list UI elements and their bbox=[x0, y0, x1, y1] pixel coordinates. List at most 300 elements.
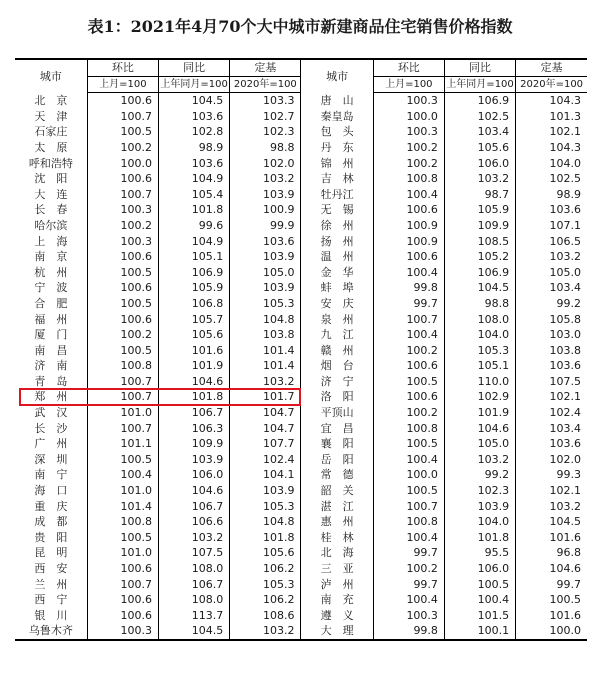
mom-value: 100.6 bbox=[373, 202, 444, 218]
base-value: 104.7 bbox=[230, 405, 301, 421]
city-name: 九 江 bbox=[301, 327, 373, 343]
mom-value: 101.0 bbox=[87, 483, 158, 499]
yoy-value: 104.6 bbox=[158, 374, 229, 390]
base-value: 108.6 bbox=[230, 608, 301, 624]
base-value: 106.5 bbox=[516, 234, 587, 250]
mom-value: 100.3 bbox=[373, 124, 444, 140]
yoy-value: 105.9 bbox=[444, 202, 515, 218]
city-name: 贵 阳 bbox=[34, 530, 68, 544]
mom-value: 100.4 bbox=[87, 467, 158, 483]
city-name: 三 亚 bbox=[301, 561, 373, 577]
base-value: 104.8 bbox=[230, 312, 301, 328]
yoy-value: 100.5 bbox=[444, 577, 515, 593]
mom-value: 100.6 bbox=[87, 93, 158, 109]
base-value: 100.9 bbox=[230, 202, 301, 218]
yoy-value: 108.0 bbox=[444, 312, 515, 328]
base-value: 102.7 bbox=[230, 109, 301, 125]
header-mom-sub: 上月=100 bbox=[373, 76, 444, 93]
base-value: 98.8 bbox=[230, 140, 301, 156]
city-name: 青 岛 bbox=[34, 374, 68, 388]
base-value: 103.2 bbox=[230, 171, 301, 187]
table-row bbox=[15, 467, 587, 483]
yoy-value: 106.9 bbox=[444, 93, 515, 109]
yoy-value: 99.2 bbox=[444, 467, 515, 483]
yoy-value: 103.9 bbox=[444, 499, 515, 515]
city-name: 泉 州 bbox=[301, 312, 373, 328]
mom-value: 100.6 bbox=[87, 561, 158, 577]
mom-value: 100.9 bbox=[373, 234, 444, 250]
mom-value: 100.3 bbox=[373, 608, 444, 624]
base-value: 101.6 bbox=[516, 530, 587, 546]
city-name: 海 口 bbox=[34, 484, 68, 498]
header-base-sub: 2020年=100 bbox=[516, 76, 587, 93]
base-value: 105.3 bbox=[230, 499, 301, 515]
base-value: 104.3 bbox=[516, 93, 587, 109]
mom-value: 100.7 bbox=[87, 374, 158, 390]
table-row bbox=[15, 171, 587, 187]
base-value: 98.9 bbox=[516, 187, 587, 203]
yoy-value: 105.6 bbox=[158, 327, 229, 343]
header-yoy-sub: 上年同月=100 bbox=[444, 76, 515, 93]
city-name: 济 宁 bbox=[301, 374, 373, 390]
base-value: 103.2 bbox=[516, 249, 587, 265]
yoy-value: 101.5 bbox=[444, 608, 515, 624]
header-yoy: 同比 bbox=[444, 59, 515, 76]
yoy-value: 104.0 bbox=[444, 327, 515, 343]
yoy-value: 98.9 bbox=[158, 140, 229, 156]
base-value: 103.4 bbox=[516, 421, 587, 437]
yoy-value: 104.6 bbox=[444, 421, 515, 437]
city-name: 安 庆 bbox=[301, 296, 373, 312]
mom-value: 100.2 bbox=[87, 218, 158, 234]
header-city: 城市 bbox=[301, 59, 373, 93]
yoy-value: 106.7 bbox=[158, 499, 229, 515]
mom-value: 100.4 bbox=[373, 592, 444, 608]
city-name: 兰 州 bbox=[34, 577, 68, 591]
mom-value: 100.2 bbox=[373, 140, 444, 156]
table-row bbox=[15, 156, 587, 172]
yoy-value: 106.8 bbox=[158, 296, 229, 312]
yoy-value: 104.9 bbox=[158, 171, 229, 187]
yoy-value: 106.0 bbox=[444, 156, 515, 172]
yoy-value: 109.9 bbox=[158, 436, 229, 452]
mom-value: 100.3 bbox=[87, 202, 158, 218]
yoy-value: 100.4 bbox=[444, 592, 515, 608]
mom-value: 100.2 bbox=[87, 140, 158, 156]
mom-value: 100.2 bbox=[87, 327, 158, 343]
city-name: 南 京 bbox=[34, 250, 68, 264]
yoy-value: 108.0 bbox=[158, 561, 229, 577]
city-name: 宜 昌 bbox=[301, 421, 373, 437]
yoy-value: 105.0 bbox=[444, 436, 515, 452]
table-row bbox=[15, 249, 587, 265]
city-name: 南 宁 bbox=[34, 468, 68, 482]
table-row bbox=[15, 280, 587, 296]
city-name: 西 宁 bbox=[34, 593, 68, 607]
city-name: 乌鲁木齐 bbox=[15, 623, 87, 640]
city-name: 银 川 bbox=[34, 608, 68, 622]
header-base-sub: 2020年=100 bbox=[230, 76, 301, 93]
yoy-value: 105.1 bbox=[158, 249, 229, 265]
city-name: 长 春 bbox=[34, 203, 68, 217]
yoy-value: 106.9 bbox=[158, 265, 229, 281]
base-value: 103.8 bbox=[516, 343, 587, 359]
yoy-value: 103.2 bbox=[444, 171, 515, 187]
table-row bbox=[15, 545, 587, 561]
table-row bbox=[15, 124, 587, 140]
base-value: 101.6 bbox=[516, 608, 587, 624]
yoy-value: 99.6 bbox=[158, 218, 229, 234]
base-value: 101.3 bbox=[516, 109, 587, 125]
table-row bbox=[15, 343, 587, 359]
yoy-value: 102.9 bbox=[444, 389, 515, 405]
mom-value: 100.2 bbox=[373, 561, 444, 577]
mom-value: 100.0 bbox=[87, 156, 158, 172]
base-value: 103.2 bbox=[230, 374, 301, 390]
city-name: 温 州 bbox=[301, 249, 373, 265]
city-name: 湛 江 bbox=[301, 499, 373, 515]
mom-value: 101.0 bbox=[87, 545, 158, 561]
base-value: 107.5 bbox=[516, 374, 587, 390]
mom-value: 101.1 bbox=[87, 436, 158, 452]
city-name: 西 安 bbox=[34, 562, 68, 575]
city-name: 岳 阳 bbox=[301, 452, 373, 468]
city-name: 济 南 bbox=[34, 359, 68, 373]
base-value: 106.2 bbox=[230, 561, 301, 577]
city-name: 郑 州 bbox=[34, 390, 68, 404]
city-name: 金 华 bbox=[301, 265, 373, 281]
mom-value: 100.7 bbox=[373, 312, 444, 328]
header-base: 定基 bbox=[516, 59, 587, 76]
mom-value: 99.8 bbox=[373, 280, 444, 296]
table-row bbox=[15, 202, 587, 218]
table-row bbox=[15, 234, 587, 250]
table-row bbox=[15, 327, 587, 343]
table-row bbox=[15, 592, 587, 608]
mom-value: 100.2 bbox=[373, 343, 444, 359]
base-value: 105.8 bbox=[516, 312, 587, 328]
city-name: 北 海 bbox=[301, 545, 373, 561]
city-name: 深 圳 bbox=[34, 452, 68, 466]
yoy-value: 104.6 bbox=[158, 483, 229, 499]
table-row bbox=[15, 608, 587, 624]
yoy-value: 105.7 bbox=[158, 312, 229, 328]
mom-value: 99.8 bbox=[373, 623, 444, 640]
city-name: 徐 州 bbox=[301, 218, 373, 234]
city-name: 福 州 bbox=[34, 312, 68, 326]
base-value: 103.2 bbox=[230, 623, 301, 640]
mom-value: 100.5 bbox=[373, 483, 444, 499]
header-mom-sub: 上月=100 bbox=[87, 76, 158, 93]
table-row bbox=[15, 530, 587, 546]
yoy-value: 103.6 bbox=[158, 156, 229, 172]
table-row bbox=[15, 187, 587, 203]
city-name: 太 原 bbox=[34, 140, 68, 154]
base-value: 105.3 bbox=[230, 577, 301, 593]
table-title: 表1：2021年4月70个大中城市新建商品住宅销售价格指数 bbox=[87, 17, 513, 36]
mom-value: 100.4 bbox=[373, 327, 444, 343]
mom-value: 100.6 bbox=[373, 358, 444, 374]
mom-value: 100.4 bbox=[373, 187, 444, 203]
mom-value: 100.3 bbox=[87, 234, 158, 250]
mom-value: 99.7 bbox=[373, 577, 444, 593]
mom-value: 100.6 bbox=[87, 592, 158, 608]
mom-value: 100.8 bbox=[373, 514, 444, 530]
yoy-value: 109.9 bbox=[444, 218, 515, 234]
yoy-value: 101.6 bbox=[158, 343, 229, 359]
base-value: 99.3 bbox=[516, 467, 587, 483]
city-name: 烟 台 bbox=[301, 358, 373, 374]
yoy-value: 103.2 bbox=[158, 530, 229, 546]
table-row bbox=[15, 405, 587, 421]
city-name: 天 津 bbox=[34, 109, 68, 123]
mom-value: 100.6 bbox=[87, 249, 158, 265]
mom-value: 100.7 bbox=[87, 421, 158, 437]
city-name: 厦 门 bbox=[34, 328, 68, 342]
mom-value: 100.6 bbox=[87, 312, 158, 328]
city-name: 包 头 bbox=[301, 124, 373, 140]
mom-value: 100.5 bbox=[373, 436, 444, 452]
base-value: 102.0 bbox=[230, 156, 301, 172]
yoy-value: 106.9 bbox=[444, 265, 515, 281]
city-name: 扬 州 bbox=[301, 234, 373, 250]
mom-value: 100.8 bbox=[87, 358, 158, 374]
mom-value: 100.5 bbox=[87, 124, 158, 140]
mom-value: 100.8 bbox=[373, 171, 444, 187]
city-name: 常 德 bbox=[301, 467, 373, 483]
mom-value: 99.7 bbox=[373, 296, 444, 312]
base-value: 102.5 bbox=[516, 171, 587, 187]
yoy-value: 107.5 bbox=[158, 545, 229, 561]
base-value: 102.4 bbox=[230, 452, 301, 468]
city-name: 蚌 埠 bbox=[301, 280, 373, 296]
base-value: 104.1 bbox=[230, 467, 301, 483]
mom-value: 100.6 bbox=[87, 280, 158, 296]
base-value: 104.6 bbox=[516, 561, 587, 577]
mom-value: 100.6 bbox=[87, 608, 158, 624]
table-row bbox=[15, 93, 587, 109]
city-name: 赣 州 bbox=[301, 343, 373, 359]
table-row bbox=[15, 312, 587, 328]
yoy-value: 104.5 bbox=[158, 93, 229, 109]
highlight-box bbox=[19, 388, 301, 406]
yoy-value: 98.8 bbox=[444, 296, 515, 312]
yoy-value: 101.8 bbox=[158, 389, 229, 405]
table-row bbox=[15, 374, 587, 390]
base-value: 104.3 bbox=[516, 140, 587, 156]
yoy-value: 102.3 bbox=[444, 483, 515, 499]
city-name: 惠 州 bbox=[301, 514, 373, 530]
yoy-value: 105.3 bbox=[444, 343, 515, 359]
mom-value: 100.5 bbox=[87, 343, 158, 359]
yoy-value: 106.7 bbox=[158, 405, 229, 421]
mom-value: 99.7 bbox=[373, 545, 444, 561]
base-value: 100.0 bbox=[516, 623, 587, 640]
base-value: 103.9 bbox=[230, 280, 301, 296]
city-name: 桂 林 bbox=[301, 530, 373, 546]
yoy-value: 101.8 bbox=[158, 202, 229, 218]
city-name: 大 连 bbox=[34, 187, 68, 201]
base-value: 103.6 bbox=[516, 358, 587, 374]
city-name: 哈尔滨 bbox=[34, 218, 68, 232]
base-value: 101.4 bbox=[230, 358, 301, 374]
yoy-value: 98.7 bbox=[444, 187, 515, 203]
base-value: 102.1 bbox=[516, 124, 587, 140]
base-value: 96.8 bbox=[516, 545, 587, 561]
mom-value: 100.7 bbox=[373, 499, 444, 515]
table-row bbox=[15, 514, 587, 530]
table-row bbox=[15, 452, 587, 468]
city-name: 韶 关 bbox=[301, 483, 373, 499]
base-value: 104.8 bbox=[230, 514, 301, 530]
base-value: 106.2 bbox=[230, 592, 301, 608]
yoy-value: 105.4 bbox=[158, 187, 229, 203]
mom-value: 100.5 bbox=[373, 374, 444, 390]
mom-value: 100.4 bbox=[373, 452, 444, 468]
base-value: 103.4 bbox=[516, 280, 587, 296]
table-row bbox=[15, 483, 587, 499]
base-value: 101.8 bbox=[230, 530, 301, 546]
table-row bbox=[15, 140, 587, 156]
mom-value: 100.2 bbox=[373, 156, 444, 172]
table-row bbox=[15, 109, 587, 125]
city-name: 合 肥 bbox=[34, 296, 68, 310]
mom-value: 101.0 bbox=[87, 405, 158, 421]
yoy-value: 95.5 bbox=[444, 545, 515, 561]
yoy-value: 108.5 bbox=[444, 234, 515, 250]
table-row bbox=[15, 499, 587, 515]
yoy-value: 108.0 bbox=[158, 592, 229, 608]
mom-value: 100.5 bbox=[87, 452, 158, 468]
header-yoy: 同比 bbox=[158, 59, 229, 76]
yoy-value: 102.8 bbox=[158, 124, 229, 140]
city-name: 吉 林 bbox=[301, 171, 373, 187]
yoy-value: 100.1 bbox=[444, 623, 515, 640]
city-name: 广 州 bbox=[34, 437, 68, 451]
mom-value: 100.6 bbox=[87, 171, 158, 187]
base-value: 102.0 bbox=[516, 452, 587, 468]
mom-value: 100.7 bbox=[87, 577, 158, 593]
base-value: 103.6 bbox=[516, 436, 587, 452]
city-name: 成 都 bbox=[34, 515, 68, 529]
mom-value: 100.3 bbox=[87, 623, 158, 640]
mom-value: 100.4 bbox=[373, 530, 444, 546]
city-name: 南 昌 bbox=[34, 343, 68, 357]
city-name: 长 沙 bbox=[34, 421, 68, 435]
base-value: 99.2 bbox=[516, 296, 587, 312]
city-name: 无 锡 bbox=[301, 202, 373, 218]
city-name: 丹 东 bbox=[301, 140, 373, 156]
base-value: 107.7 bbox=[230, 436, 301, 452]
table-row bbox=[15, 265, 587, 281]
city-name: 洛 阳 bbox=[301, 389, 373, 405]
yoy-value: 110.0 bbox=[444, 374, 515, 390]
mom-value: 100.2 bbox=[373, 405, 444, 421]
base-value: 104.7 bbox=[230, 421, 301, 437]
mom-value: 100.5 bbox=[87, 265, 158, 281]
header-yoy-sub: 上年同月=100 bbox=[158, 76, 229, 93]
yoy-value: 106.3 bbox=[158, 421, 229, 437]
base-value: 103.2 bbox=[516, 499, 587, 515]
yoy-value: 105.6 bbox=[444, 140, 515, 156]
base-value: 102.3 bbox=[230, 124, 301, 140]
table-row bbox=[15, 623, 587, 640]
mom-value: 100.9 bbox=[373, 218, 444, 234]
base-value: 103.9 bbox=[230, 483, 301, 499]
yoy-value: 103.6 bbox=[158, 109, 229, 125]
mom-value: 100.7 bbox=[87, 187, 158, 203]
mom-value: 100.6 bbox=[373, 389, 444, 405]
yoy-value: 105.2 bbox=[444, 249, 515, 265]
header-mom: 环比 bbox=[373, 59, 444, 76]
table-row bbox=[15, 561, 587, 577]
city-name: 上 海 bbox=[34, 234, 68, 248]
mom-value: 100.7 bbox=[87, 389, 158, 405]
base-value: 102.1 bbox=[516, 483, 587, 499]
price-index-table bbox=[15, 58, 587, 641]
yoy-value: 102.5 bbox=[444, 109, 515, 125]
city-name: 石家庄 bbox=[34, 125, 68, 139]
yoy-value: 101.9 bbox=[158, 358, 229, 374]
table-row bbox=[15, 218, 587, 234]
yoy-value: 106.0 bbox=[158, 467, 229, 483]
yoy-value: 103.9 bbox=[158, 452, 229, 468]
yoy-value: 104.5 bbox=[158, 623, 229, 640]
city-name: 杭 州 bbox=[34, 265, 68, 279]
city-name: 遵 义 bbox=[301, 608, 373, 624]
city-name: 牡丹江 bbox=[301, 187, 373, 203]
mom-value: 100.4 bbox=[373, 265, 444, 281]
base-value: 105.3 bbox=[230, 296, 301, 312]
base-value: 103.0 bbox=[516, 327, 587, 343]
mom-value: 100.0 bbox=[373, 467, 444, 483]
base-value: 107.1 bbox=[516, 218, 587, 234]
base-value: 105.0 bbox=[230, 265, 301, 281]
header-base: 定基 bbox=[230, 59, 301, 76]
yoy-value: 104.9 bbox=[158, 234, 229, 250]
city-name: 唐 山 bbox=[301, 93, 373, 109]
city-name: 沈 阳 bbox=[34, 172, 68, 186]
header-mom: 环比 bbox=[87, 59, 158, 76]
mom-value: 100.7 bbox=[87, 109, 158, 125]
base-value: 101.7 bbox=[230, 389, 301, 405]
base-value: 104.0 bbox=[516, 156, 587, 172]
yoy-value: 106.0 bbox=[444, 561, 515, 577]
mom-value: 101.4 bbox=[87, 499, 158, 515]
table-row bbox=[15, 358, 587, 374]
city-name: 襄 阳 bbox=[301, 436, 373, 452]
base-value: 103.6 bbox=[230, 234, 301, 250]
base-value: 102.4 bbox=[516, 405, 587, 421]
city-name: 重 庆 bbox=[34, 499, 68, 513]
mom-value: 100.5 bbox=[87, 296, 158, 312]
yoy-value: 113.7 bbox=[158, 608, 229, 624]
table-row bbox=[15, 436, 587, 452]
yoy-value: 105.9 bbox=[158, 280, 229, 296]
city-name: 南 充 bbox=[301, 592, 373, 608]
mom-value: 100.5 bbox=[87, 530, 158, 546]
yoy-value: 101.9 bbox=[444, 405, 515, 421]
yoy-value: 104.5 bbox=[444, 280, 515, 296]
yoy-value: 106.6 bbox=[158, 514, 229, 530]
mom-value: 100.6 bbox=[373, 249, 444, 265]
city-name: 昆 明 bbox=[34, 546, 68, 560]
base-value: 105.0 bbox=[516, 265, 587, 281]
city-name: 锦 州 bbox=[301, 156, 373, 172]
table-row bbox=[15, 421, 587, 437]
base-value: 103.8 bbox=[230, 327, 301, 343]
base-value: 104.5 bbox=[516, 514, 587, 530]
